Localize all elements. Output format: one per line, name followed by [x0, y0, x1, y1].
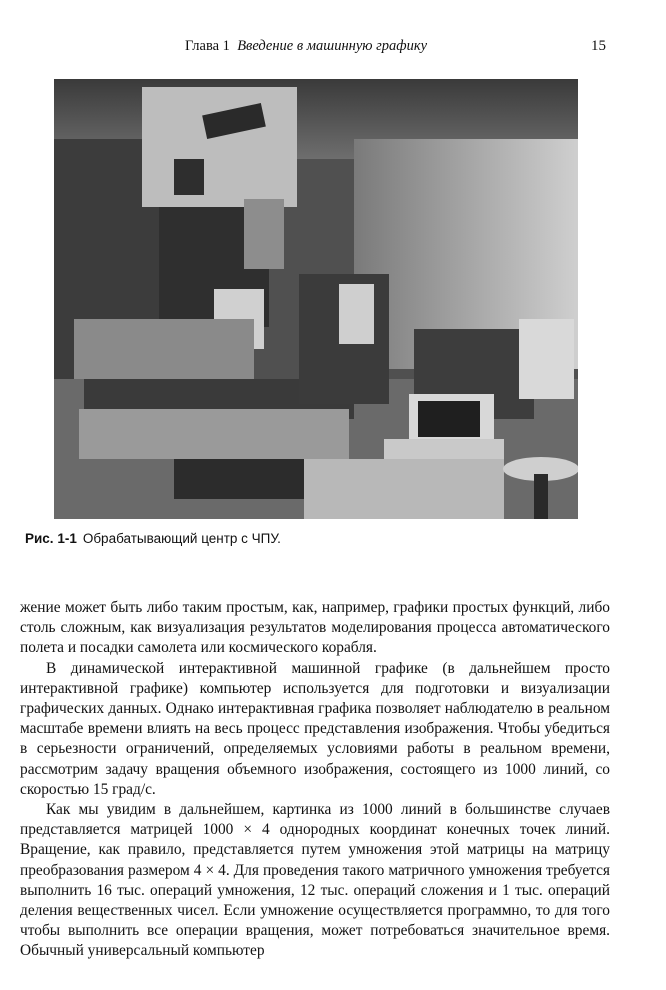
paragraph: В динамической интерактивной машинной графике (в дальнейшем просто интерактивной графике) компьютер используется для подготовки и визуализации графических данных. Однако интерактивная графика позволяет наблюдателю в реальном масштабе времени влиять на весь процесс представления изображения. Чтобы убедиться в серьезности ограничений, определяемых условиями работы в реальном времени, рассмотрим задачу вращения объемного изображения, состоящего из 1000 линий, со скоростью 15 град/с.: [20, 659, 610, 798]
chapter-title: Введение в машинную графику: [237, 38, 428, 54]
figure-label: Рис. 1-1: [25, 531, 77, 546]
body-text: [20, 598, 610, 962]
cnc-machining-center-photo: [54, 79, 578, 519]
paragraph: Как мы увидим в дальнейшем, картинка из 1000 линий в большинстве случаев представляется матрицей 1000 × 4 однородных координат конечных точек линий. Вращение, как правило, представляется путем умножения этой матрицы на матрицу преобразования размером 4 × 4. Для проведения такого матричного умножения требуется выполнить 16 тыс. операций умножения, 12 тыс. операций сложения и 1 тыс. операций деления вещественных чисел. Если умножение осуществляется программно, то для того чтобы выполнить все операции вращения, может потребоваться значительное время. Обычный универсальный компьютер: [20, 801, 610, 960]
photo-illustration: [54, 79, 578, 519]
running-header: [0, 38, 666, 58]
paragraph: жение может быть либо таким простым, как, например, графики простых функций, либо столь сложным, как визуализация результатов моделирования процесса автоматического полета и посадки самолета или космического корабля.: [20, 599, 610, 657]
figure-caption: [25, 531, 281, 546]
figure-caption-text: Обрабатывающий центр с ЧПУ.: [82, 531, 281, 546]
page-number: 15: [591, 38, 606, 54]
chapter-number: Глава 1: [185, 38, 230, 54]
running-title: [185, 38, 427, 55]
